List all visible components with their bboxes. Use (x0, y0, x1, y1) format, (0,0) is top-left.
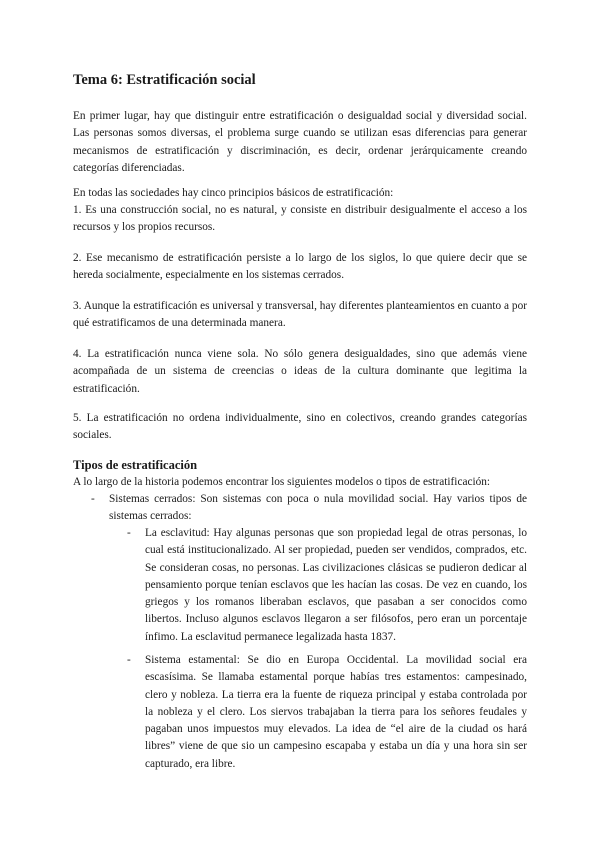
estates-item: Sistema estamental: Se dio en Europa Occidental. La movilidad social era escasísima. Se llamaba estamental porque habías tres estamentos: campesinado, clero y nobleza. La tierra era la fuente de riqueza principal y estaba controlada por la nobleza y el clero. Los siervos trabajaban la tierra para los señores feudales y pagaban unos impuestos muy elevados. La idea de “el aire de la ciudad os hará libres” viene de que sio un campesino escapaba y estaba un día y una hora sin ser capturado, era libre. (145, 654, 527, 770)
bullet-dash: - (127, 527, 131, 539)
page-title: Tema 6: Estratificación social (73, 72, 256, 88)
closed-systems-item: Sistemas cerrados: Son sistemas con poca o nula movilidad social. Hay varios tipos de sistemas cerrados: (109, 493, 527, 523)
principles-intro: En todas las sociedades hay cinco principios básicos de estratificación: (73, 187, 394, 199)
principle-3: 3. Aunque la estratificación es universal y transversal, hay diferentes planteamientos en cuanto a por qué estratificamos de una determinada manera. (73, 300, 527, 330)
bullet-dash: - (127, 654, 131, 666)
principle-5: 5. La estratificación no ordena individualmente, sino en colectivos, creando grandes categorías sociales. (73, 412, 527, 442)
types-heading: Tipos de estratificación (73, 458, 198, 472)
slavery-item: La esclavitud: Hay algunas personas que son propiedad legal de otras personas, lo cual está institucionalizado. Al ser propiedad, pueden ser vendidos, comprados, etc. Se consideran cosas, no personas. Las civilizaciones clásicas se pudieron dedicar al pensamiento porque tenían esclavos que les hacían las cosas. De vez en cuando, los griegos y los romanos liberaban esclavos, que pasaban a ser conocidos como libertos. Incluso algunos esclavos llegaron a ser filósofos, pero eran un porcentaje ínfimo. La esclavitud permanece legalizada hasta 1837. (145, 527, 527, 643)
types-intro: A lo largo de la historia podemos encontrar los siguientes modelos o tipos de estratificación: (73, 476, 491, 488)
principle-4: 4. La estratificación nunca viene sola. No sólo genera desigualdades, sino que además viene acompañada de un sistema de creencias o ideas de la cultura dominante que legitima la estratificación. (73, 348, 527, 395)
bullet-dash: - (91, 493, 95, 505)
principle-1: 1. Es una construcción social, no es natural, y consiste en distribuir desigualmente el acceso a los recursos y los propios recursos. (73, 204, 527, 234)
intro-paragraph: En primer lugar, hay que distinguir entre estratificación o desigualdad social y diversidad social. Las personas somos diversas, el problema surge cuando se utilizan esas diferencias para generar mecanismos de estratificación y discriminación, es decir, ordenar jerárquicamente creando categorías diferenciadas. (73, 110, 527, 174)
principle-2: 2. Ese mecanismo de estratificación persiste a lo largo de los siglos, lo que quiere decir que se hereda socialmente, especialmente en los sistemas cerrados. (73, 252, 527, 282)
